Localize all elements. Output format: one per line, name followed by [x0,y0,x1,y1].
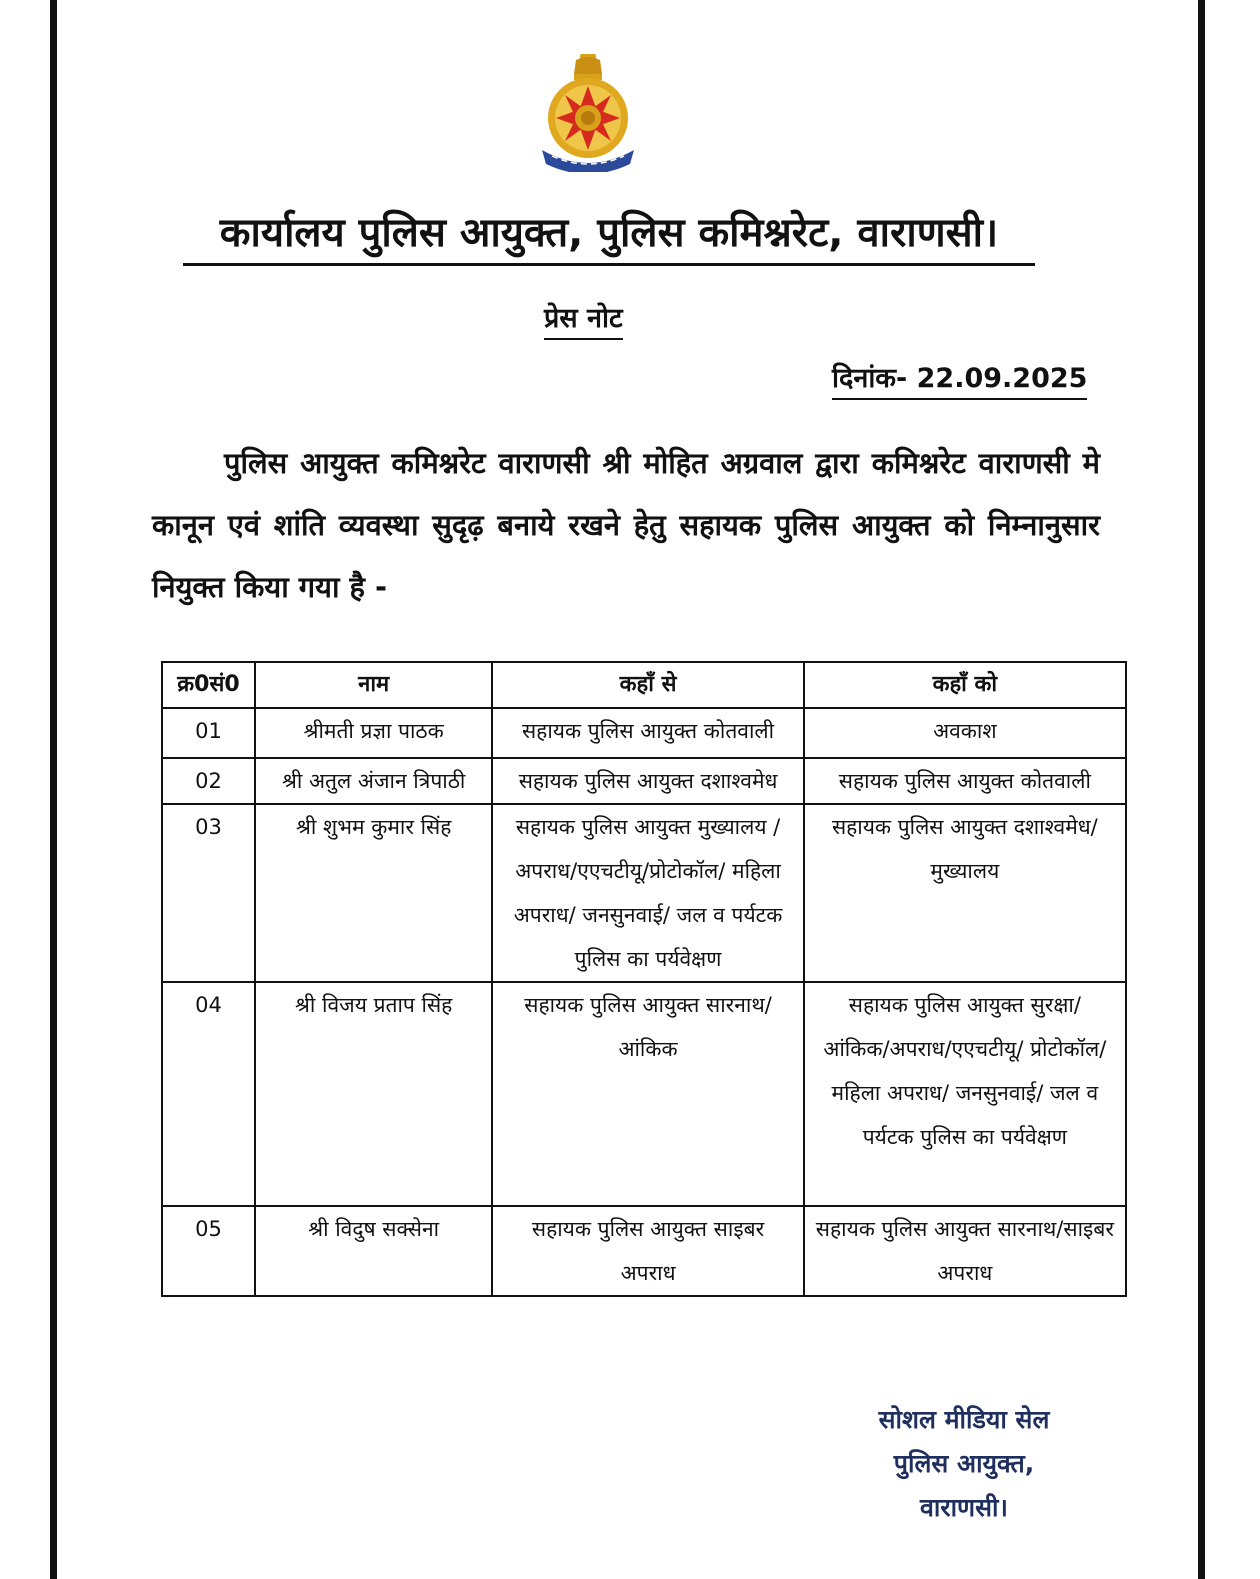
signature-line-3: वाराणसी। [919,1493,1008,1522]
name-cell: श्री विजय प्रताप सिंह [255,982,492,1206]
from-cell: सहायक पुलिस आयुक्त मुख्यालय /अपराध/एएचटीयू/प्रोटोकॉल/ महिला अपराध/ जनसुनवाई/ जल व पर्यटक पुलिस का पर्यवेक्षण [492,804,803,982]
office-title: कार्यालय पुलिस आयुक्त, पुलिस कमिश्नरेट, वाराणसी। [183,205,1035,266]
serial-cell: 05 [162,1206,255,1296]
signature-line-2: पुलिस आयुक्त, [893,1449,1035,1478]
serial-cell: 02 [162,758,255,804]
header-from: कहाँ से [492,662,803,708]
name-cell: श्रीमती प्रज्ञा पाठक [255,708,492,758]
left-border-line [50,0,57,1579]
press-note-heading: प्रेस नोट [544,300,623,340]
table-row [162,758,1126,804]
date-line: दिनांक- 22.09.2025 [832,360,1087,400]
name-cell: श्री विदुष सक्सेना [255,1206,492,1296]
table-row [162,1206,1126,1296]
to-cell: सहायक पुलिस आयुक्त दशाश्वमेध/ मुख्यालय [804,804,1126,982]
body-paragraph: पुलिस आयुक्त कमिश्नरेट वाराणसी श्री मोहित अग्रवाल द्वारा कमिश्नरेट वाराणसी मे कानून एवं शांति व्यवस्था सुदृढ़ बनाये रखने हेतु सहायक पुलिस आयुक्त को निम्नानुसार नियुक्त किया गया है - [152,446,1100,604]
header-to: कहाँ को [804,662,1126,708]
table-row [162,982,1126,1206]
from-cell: सहायक पुलिस आयुक्त दशाश्वमेध [492,758,803,804]
signature-line-1: सोशल मीडिया सेल [878,1405,1050,1434]
from-cell: सहायक पुलिस आयुक्त सारनाथ/आंकिक [492,982,803,1206]
table-row [162,708,1126,758]
up-police-emblem-icon [536,52,640,172]
name-cell: श्री अतुल अंजान त्रिपाठी [255,758,492,804]
serial-cell: 03 [162,804,255,982]
signature-block [848,1398,1080,1530]
serial-cell: 01 [162,708,255,758]
serial-cell: 04 [162,982,255,1206]
to-cell: सहायक पुलिस आयुक्त सुरक्षा/ आंकिक/अपराध/एएचटीयू/ प्रोटोकॉल/ महिला अपराध/ जनसुनवाई/ जल व पर्यटक पुलिस का पर्यवेक्षण [804,982,1126,1206]
postings-table [161,661,1127,1297]
from-cell: सहायक पुलिस आयुक्त कोतवाली [492,708,803,758]
header-serial: क्र0सं0 [162,662,255,708]
table-row [162,804,1126,982]
table-header-row [162,662,1126,708]
name-cell: श्री शुभम कुमार सिंह [255,804,492,982]
from-cell: सहायक पुलिस आयुक्त साइबर अपराध [492,1206,803,1296]
to-cell: अवकाश [804,708,1126,758]
right-border-line [1198,0,1205,1579]
to-cell: सहायक पुलिस आयुक्त कोतवाली [804,758,1126,804]
to-cell: सहायक पुलिस आयुक्त सारनाथ/साइबर अपराध [804,1206,1126,1296]
header-name: नाम [255,662,492,708]
